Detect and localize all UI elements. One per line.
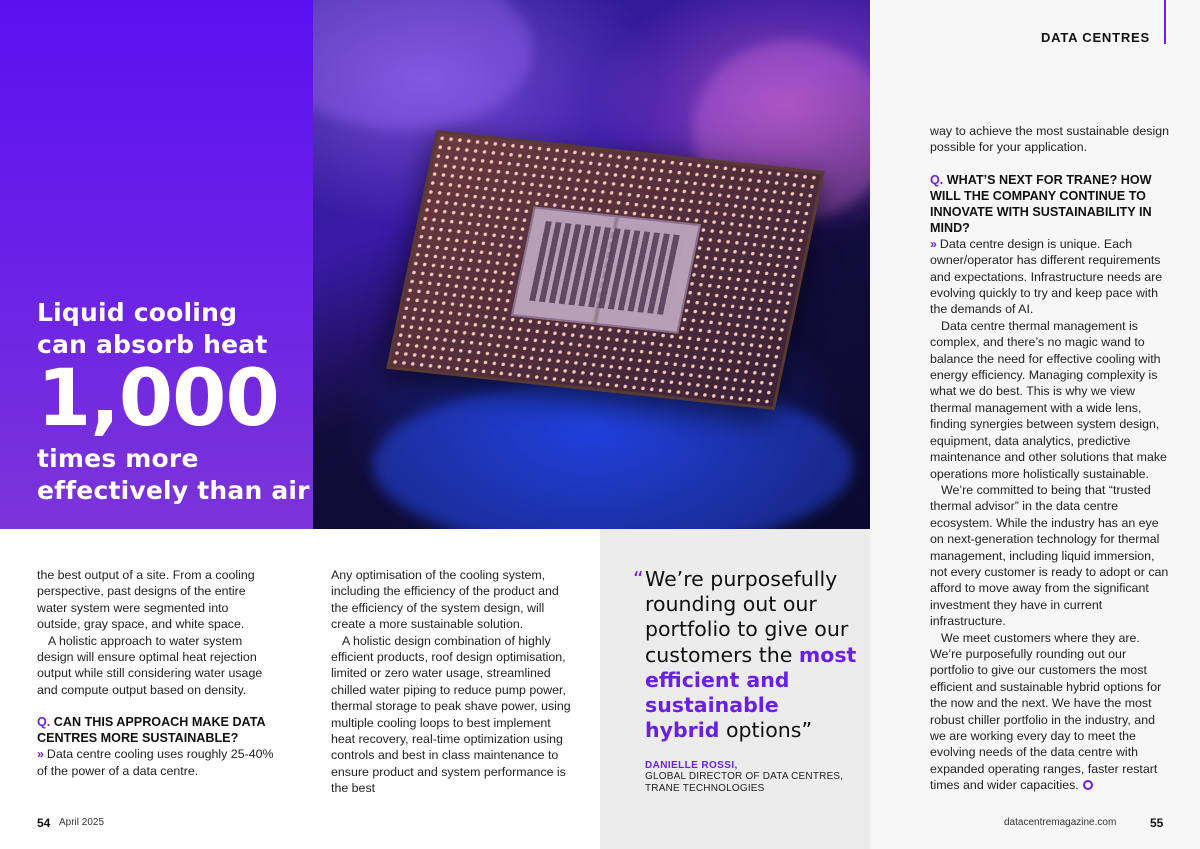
question-text: CAN THIS APPROACH MAKE DATA CENTRES MORE SUSTAINABLE?	[37, 715, 266, 746]
quote-text-end: options”	[719, 718, 813, 743]
cpu-chip	[386, 130, 825, 410]
article-column-4	[930, 123, 1170, 794]
issue-date: April 2025	[59, 817, 105, 828]
pull-quote	[633, 567, 860, 743]
paragraph: A holistic design combination of highly efficient products, roof design optimisation, limited or zero water usage, streamlined chilled water piping to reduce pump power, thermal storage to peak shave power, using multiple cooling loops to best implement heat recovery, real-time optimization using controls and best in class maintenance to ensure product and system performance is the best	[331, 633, 571, 796]
stat-line-4: effectively than air	[37, 476, 310, 505]
section-tag: DATA CENTRES	[1040, 30, 1150, 45]
quote-text: We’re purposefully rounding out our portfolio to give our customers the	[645, 567, 849, 667]
paragraph: A holistic approach to water system design will ensure optimal heat rejection output while still considering water usage and compute output based on density.	[37, 633, 263, 697]
paragraph: way to achieve the most sustainable design possible for your application.	[930, 124, 1170, 155]
page-number-left: 54	[37, 816, 51, 830]
interview-question	[930, 172, 1170, 236]
paragraph-final	[930, 630, 1170, 794]
section-tag-rule	[1164, 0, 1166, 44]
article-column-2	[331, 567, 571, 797]
magazine-url: datacentremagazine.com	[1004, 817, 1117, 828]
article-column-1	[37, 567, 275, 779]
question-marker: Q.	[37, 715, 51, 730]
chevron-right-icon: »	[37, 747, 44, 762]
answer-paragraph	[930, 236, 1170, 318]
open-quote-mark: “	[633, 567, 644, 591]
paragraph: Data centre thermal management is complex, and there’s no magic wand to balance the need for effective cooling with energy efficiency. Managing complexity is what we do best. This is why we view thermal management with a wide lens, finding synergies between system design, equipment, data analytics, predictive maintenance and other solutions that make operations more holistically sustainable.	[930, 318, 1167, 481]
question-text: WHAT’S NEXT FOR TRANE? HOW WILL THE COMPANY CONTINUE TO INNOVATE WITH SUSTAINABILITY IN MIND?	[930, 172, 1152, 235]
stat-big-number: 1,000	[37, 354, 279, 444]
stat-line-1: Liquid cooling	[37, 298, 238, 327]
chevron-right-icon: »	[930, 236, 937, 251]
answer-text: Data centre cooling uses roughly 25-40% of the power of a data centre.	[37, 747, 274, 778]
end-of-article-icon	[1083, 780, 1093, 790]
quote-attribution-name: DANIELLE ROSSI,	[645, 760, 738, 771]
stat-line-2: can absorb heat	[37, 330, 268, 359]
page-number-right: 55	[1150, 816, 1164, 830]
stat-line-3: times more	[37, 444, 199, 473]
processor-in-liquid-photo	[313, 0, 870, 529]
cpu-chip-pads	[529, 221, 683, 315]
paragraph: Any optimisation of the cooling system, including the efficiency of the product and the efficiency of the system design, will create a more sustainable solution.	[331, 568, 559, 632]
question-marker: Q.	[930, 172, 944, 187]
interview-question	[37, 714, 275, 746]
quote-highlight: most efficient and sustainable hybrid	[645, 642, 857, 743]
water-wave-highlight	[373, 380, 853, 529]
paragraph-text: We meet customers where they are. We’re purposefully rounding out our portfolio to give our customers the most efficient and sustainable hybrid options for the now and the next. We have the most robust chiller portfolio in the industry, and we are working every day to meet the evolving needs of the data centre with expanded operating ranges, faster restart times and wider capacities.	[930, 630, 1162, 793]
answer-text: Data centre design is unique. Each owner/operator has different requirements and expectations. Infrastructure needs are evolving quickly to try and keep pace with the demands of AI.	[930, 236, 1163, 317]
paragraph: the best output of a site. From a cooling perspective, past designs of the entire water system were segmented into outside, gray space, and white space.	[37, 568, 255, 632]
answer-paragraph	[37, 746, 275, 779]
water-splash-highlight	[313, 0, 533, 130]
quote-attribution-role: GLOBAL DIRECTOR OF DATA CENTRES, TRANE TECHNOLOGIES	[645, 771, 844, 794]
paragraph: We’re committed to being that “trusted thermal advisor” in the data centre ecosystem. While the industry has an eye on next-generation technology for thermal management, including liquid immersion, not every customer is ready to adopt or can afford to move away from the significant investment they have in current infrastructure.	[930, 482, 1169, 629]
stat-panel	[0, 0, 313, 529]
